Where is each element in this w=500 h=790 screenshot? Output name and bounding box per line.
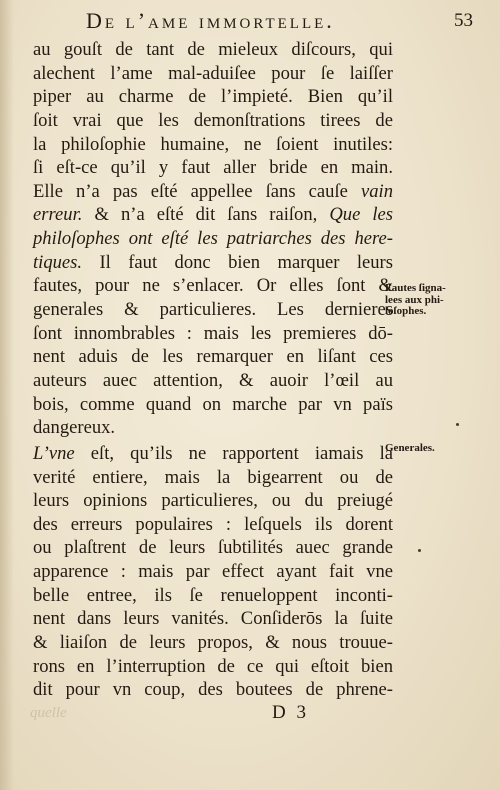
text-line: fautes, pour ne s’enlacer. Or elles ſont &	[33, 275, 393, 297]
text-line: & liaiſon de leurs propos, & nous trouue-	[33, 632, 393, 654]
text-line: nent aduis de les remarquer en liſant ces	[33, 346, 393, 368]
text-line: belle entree, ils ſe renueloppent inconti-	[33, 584, 393, 606]
text-line: au gouſt de tant de mieleux diſcours, qui	[33, 39, 393, 60]
text-line	[33, 180, 393, 204]
margin-note-line: Fautes ſigna-	[385, 282, 446, 294]
text-line: la philoſophie humaine, ne ſoient inutiles:	[33, 133, 393, 155]
italic-phrase: tiques.	[33, 251, 83, 273]
text-line: ou plaſtrent de leurs ſubtilités auec grande	[33, 537, 393, 559]
margin-note-generales: Generales.	[385, 442, 435, 454]
text-line: ſoit vrai que les demonſtrations tirees de	[33, 109, 393, 131]
running-title: De l’ame immortelle.	[86, 8, 335, 33]
margin-note-line: lees aux phi-	[385, 293, 444, 306]
text-segment: eſt, qu’ils ne rapportent iamais la	[90, 442, 393, 464]
text-line: auteurs auec attention, & auoir l’œil au	[33, 369, 393, 391]
text-line: bois, comme quand on marche par vn païs	[33, 393, 393, 415]
italic-phrase: erreur.	[33, 204, 83, 226]
ink-speck	[418, 549, 421, 552]
body-text	[33, 38, 393, 702]
show-through-text: quelle	[30, 705, 67, 721]
margin-note-line: loſophes.	[385, 305, 427, 317]
text-line	[33, 442, 393, 466]
text-line: apparence : mais par effect ayant fait vne	[33, 561, 393, 583]
text-line: leurs opinions particulieres, ou du preiugé	[33, 490, 393, 512]
text-line	[33, 251, 393, 275]
text-line: philoſophes ont eſté les patriarches des here-	[33, 228, 393, 250]
text-line: verité entiere, mais la bigearrent ou de	[33, 466, 393, 488]
text-segment: & n’a eſté dit ſans raiſon,	[94, 204, 318, 226]
ink-speck	[456, 423, 459, 426]
page-number: 53	[454, 10, 473, 31]
text-line: piper au charme de l’impieté. Bien qu’il	[33, 86, 393, 108]
text-line: rons en l’interruption de ce qui eſtoit bien	[33, 655, 393, 677]
text-line: dangereux.	[33, 417, 116, 439]
page-footer	[0, 700, 500, 730]
text-line: generales & particulieres. Les dernieres	[33, 299, 393, 321]
text-line: nent dans leurs vanités. Conſiderōs la ſuite	[33, 608, 393, 630]
text-segment: Elle n’a pas eſté appellee ſans cauſe	[33, 180, 348, 202]
page-gutter-shadow	[0, 0, 14, 790]
text-line: alechent l’ame mal-aduiſee pour ſe laiſſer	[33, 62, 393, 84]
text-line: dit pour vn coup, des boutees de phrene-	[33, 679, 393, 701]
text-line: ſont innombrables : mais les premieres dō-	[33, 322, 393, 344]
margin-note-fautes	[385, 283, 446, 318]
text-segment: Il faut donc bien marquer leurs	[99, 251, 393, 273]
running-head	[0, 4, 500, 34]
text-line: ſi eſt-ce qu’il y faut aller bride en main.	[33, 157, 393, 179]
italic-phrase: vain	[361, 180, 394, 202]
text-line	[33, 203, 393, 227]
text-line: des erreurs populaires : leſquels ils dorent	[33, 513, 393, 535]
signature-mark: D 3	[272, 702, 309, 723]
italic-quote: Que les	[329, 204, 394, 226]
italic-phrase: L’vne	[33, 442, 75, 464]
